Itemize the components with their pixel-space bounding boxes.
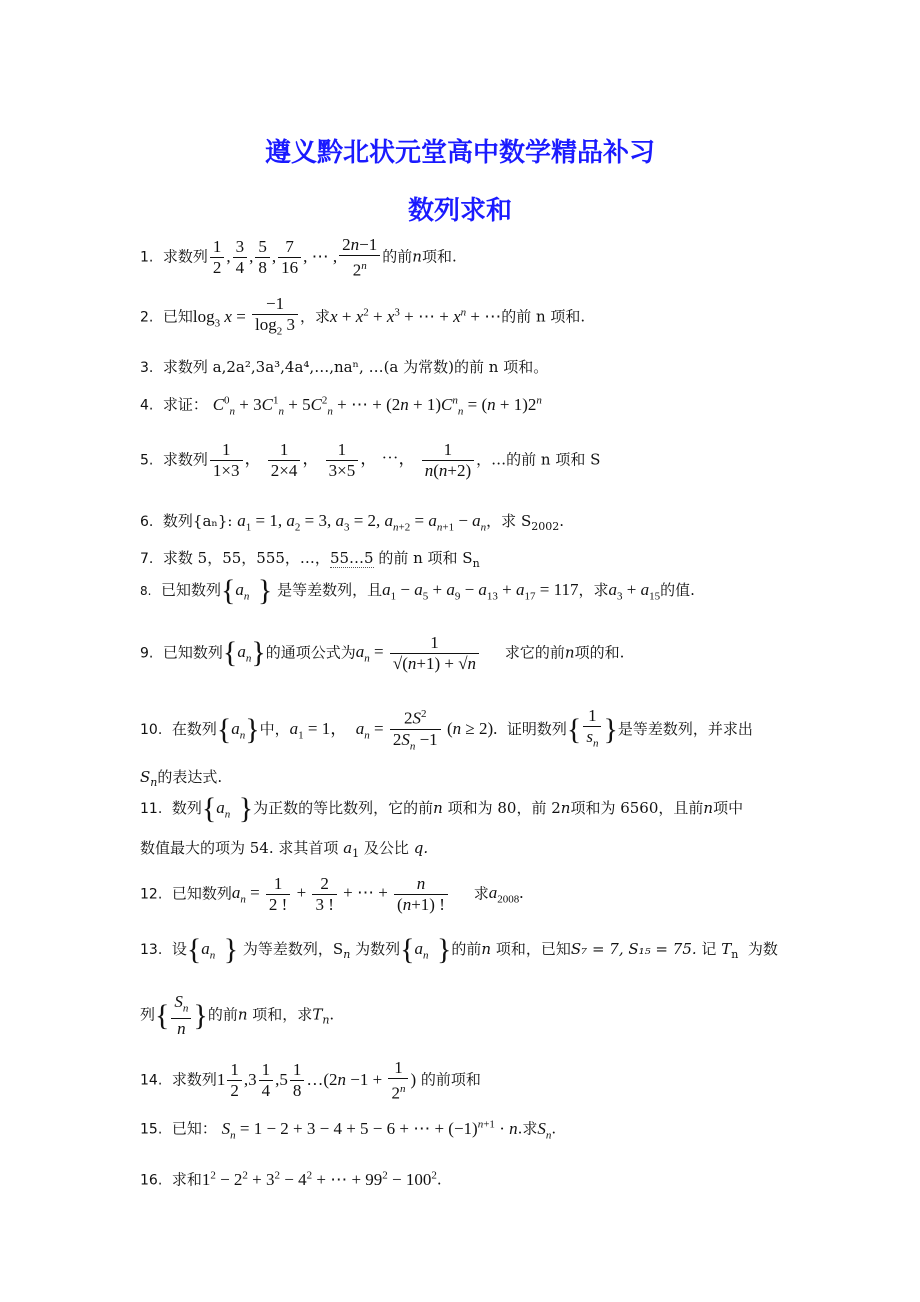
problem-16: 16. 求和$1^2 - 2^2 + 3^2 - 4^2$ + ⋯ + $99^2 - 100^2$.: [140, 1169, 442, 1189]
page-title: 遵义黔北状元堂高中数学精品补习: [264, 138, 655, 168]
problem-11: 11. 数列{$a_n$ }为正数的等比数列，它的前n 项和为 80，前 2n项和为 6560，且前n项中: [140, 792, 744, 826]
problem-1: 1. 求数列 $\frac{1}{2}$ , $\frac{3}{4}$ , $\frac{5}{8}$ , $\frac{7}{16}$ , ⋯ , $\frac{2n-1}{2^n}$ 的前n项和.: [140, 235, 457, 280]
problem-2: 2. 已知$\log_3 x$ = $\frac{-1}{\log_2 3}$ ，求$x + x^2 + x^3$ + ⋯ + $x^n$ + ⋯的前 n 项和.: [140, 294, 790, 341]
page-subtitle: 数列求和: [407, 196, 512, 226]
problem-6: 6. 数列{aₙ}: $a_1 = 1$, $a_2 = 3$, $a_3 = 2$, $a_{n+2} = a_{n+1} - a_n$，求 $S_{2002}$.: [140, 511, 564, 534]
problem-8: 8. 已知数列{$a_n$ } 是等差数列，且$a_1 - a_5 + a_9 - a_{13} + a_{17} = 117$，求$a_3 + a_{15}$的值.: [140, 574, 695, 608]
problem-9: 9. 已知数列$\{a_n\}$的通项公式为$a_n$ = $\frac{1}{√(n+1) + √n}$ 求它的前n项的和.: [140, 633, 625, 673]
problem-3: 3. 求数列 a,2a²,3a³,4a⁴,…,naⁿ, …(a 为常数)的前 n 项和。: [140, 358, 549, 376]
problem-14: 14. 求数列1 $\frac{1}{2}$ ,3 $\frac{1}{4}$ ,5 $\frac{1}{8}$ …(2n −1 + $\frac{1}{2^n}$ ) 的前项和: [140, 1058, 481, 1103]
problem-10-cont: $S_n$的表达式.: [140, 768, 223, 789]
problem-13-cont: 列{ $\frac{S_n}{n}$ }的前n 项和，求$T_n$.: [140, 992, 335, 1039]
problem-12: 12. 已知数列$a_n$ = $\frac{1}{2 !}$ + $\frac{2}{3 !}$ + ⋯ + $\frac{n}{(n+1) !}$ 求$a_{2008}$.: [140, 874, 524, 914]
problem-13: 13. 设{$a_n$ } 为等差数列，$S_n$ 为数列{$a_n$ }的前n 项和，已知S₇ = 7, S₁₅ = 75. 记 $T_n$ 为数: [140, 933, 778, 967]
problem-11-cont: 数值最大的项为 54. 求其首项 $a_1$ 及公比 q.: [140, 839, 429, 860]
problem-15: 15. 已知： $S_n = 1 - 2 + 3 - 4 + 5 - 6$ + ⋯ + $(-1)^{n+1} \cdot n$.求$S_n$.: [140, 1118, 557, 1142]
problem-4: 4. 求证： $C^0_n + 3C^1_n + 5C^2_n$ + ⋯ + $(2n + 1)C^n_n = (n + 1)2^n$: [140, 394, 542, 418]
problem-5: 5. 求数列 $\frac{1}{1\times 3}$ ， $\frac{1}{2\times 4}$ ， $\frac{1}{3\times 5}$ ， ⋯， $\frac{1}{n(n+2)}$ ，…的前 n 项和 S: [140, 440, 601, 480]
problem-10: 10. 在数列$\{a_n\}$中，$a_1 = 1$， $a_n$ = $\frac{2S^2}{2S_n -1}$ (n ≥ 2). 证明数列{ $\frac{1}{s_n}$ }是等差数列，并求出: [140, 704, 790, 756]
problem-7: 7. 求数 5，55，555，…，55…5 的前 n 项和 $S_n$: [140, 549, 480, 570]
